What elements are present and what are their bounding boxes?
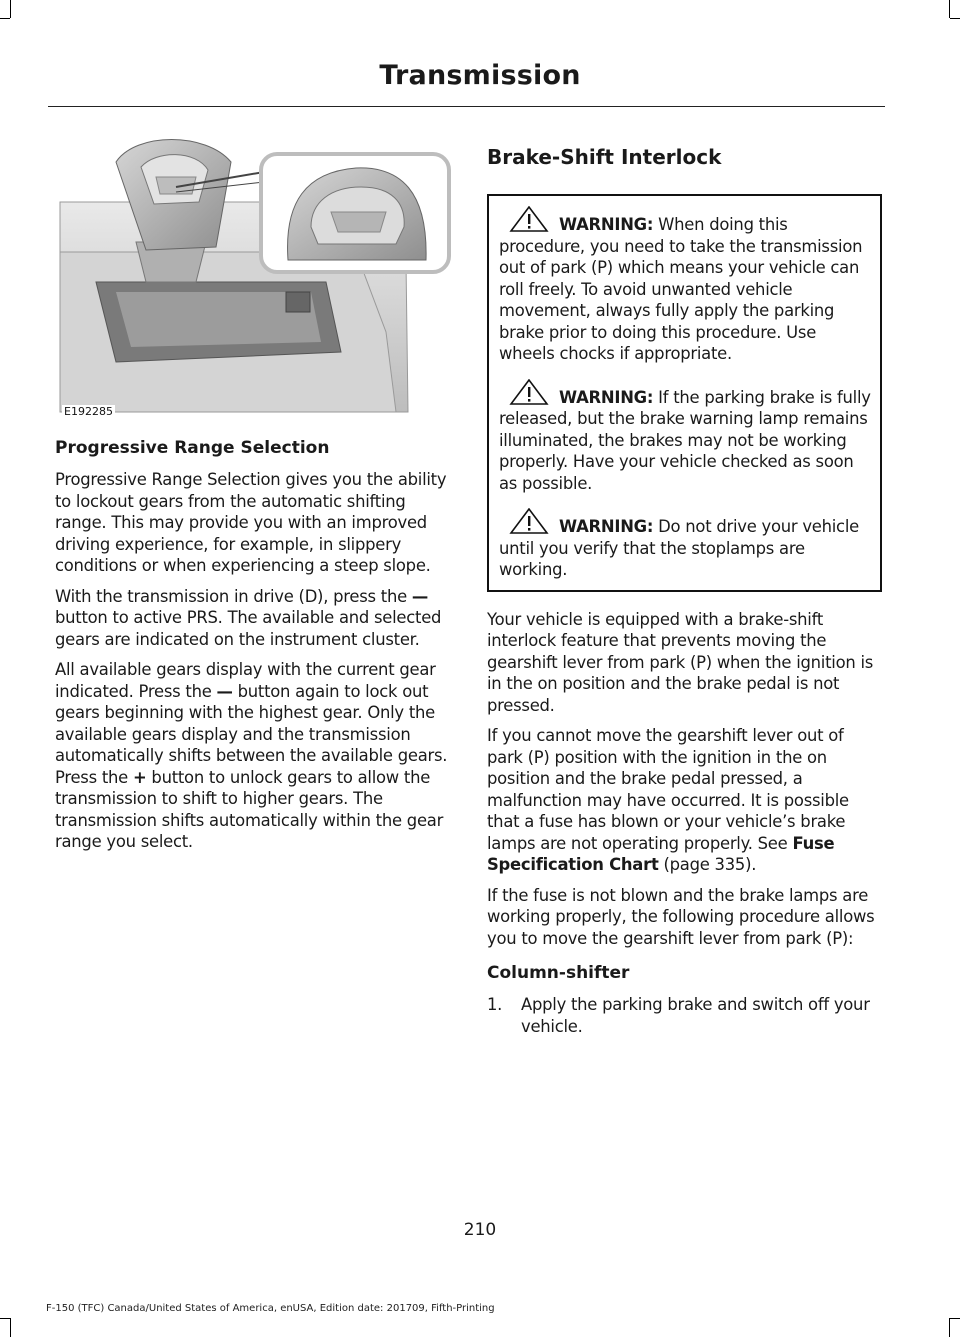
section-heading: Progressive Range Selection (55, 438, 330, 458)
step-text: Apply the parking brake and switch off your vehicle. (521, 995, 870, 1036)
text: With the transmission in drive (D), press the (55, 586, 412, 606)
text: button to unlock gears to allow the transmission to shift to higher gears. The transmission shifts automatically within the gear range you select. (55, 767, 444, 851)
paragraph: Progressive Range Selection gives you the ability to lockout gears from the automatic shifting range. This may provide you with an improved driving experience, for example, in slippery conditions or when experiencing a steep slope. (55, 470, 447, 575)
gearshift-illustration (56, 132, 452, 422)
crop-mark (10, 1318, 11, 1337)
warning (499, 379, 874, 495)
warning (499, 508, 874, 581)
gearshift-drawing (56, 132, 452, 422)
crop-mark (950, 1318, 960, 1319)
text: button again to lock out gears beginning with the highest gear. Only the available gears display and the transmission automatically shifts between the available gears. Press the (55, 681, 448, 787)
warning-label: WARNING: (559, 215, 654, 234)
minus-symbol: — (411, 586, 429, 606)
section-heading: Brake-Shift Interlock (487, 145, 722, 169)
warning (499, 206, 874, 365)
warning-label: WARNING: (559, 387, 654, 407)
crop-mark (0, 18, 10, 19)
cross-reference-link[interactable]: Fuse Specification Chart (487, 833, 835, 874)
crop-mark (949, 0, 950, 18)
text: If you cannot move the gearshift lever out of park (P) position with the ignition in the on position and the brake pedal pressed, a malfunction may have occurred. It is possible that a fuse has blown or your vehicle’s brake lamps are not operating properly. See (487, 726, 849, 853)
text: All available gears display with the current gear indicated. Press the (55, 660, 436, 701)
crop-mark (0, 1318, 10, 1319)
paragraph (55, 659, 450, 853)
crop-mark (950, 18, 960, 19)
warning-text: When doing this procedure, you need to take the transmission out of park (P) which means your vehicle can roll freely. To avoid unwanted vehicle movement, always fully apply the parking brake prior to doing this procedure. Use wheels chocks if appropriate. (499, 215, 863, 363)
subsection-heading: Column-shifter (487, 963, 630, 983)
text: (page 335). (658, 855, 757, 874)
paragraph (487, 725, 882, 876)
warning-triangle-icon (509, 379, 549, 405)
minus-symbol: — (216, 681, 233, 701)
figure-code: E192285 (64, 405, 113, 418)
plus-symbol: + (132, 767, 147, 787)
warning-label: WARNING: (559, 517, 654, 536)
paragraph: Your vehicle is equipped with a brake-shift interlock feature that prevents moving the gearshift lever from park (P) when the ignition is in the on position and the brake pedal is not pressed. (487, 609, 874, 715)
warning-text: Do not drive your vehicle until you verify that the stoplamps are working. (499, 517, 859, 579)
text: button to active PRS. The available and selected gears are indicated on the instrument cluster. (55, 608, 442, 649)
crop-mark (10, 0, 11, 18)
header-rule (48, 106, 885, 107)
footer-text: F-150 (TFC) Canada/United States of America, enUSA, Edition date: 201709, Fifth-Printing (46, 1303, 495, 1314)
warning-box (487, 194, 882, 592)
step-item (487, 994, 882, 1037)
paragraph (55, 586, 450, 651)
step-number: 1. (487, 995, 503, 1014)
page-number: 210 (463, 1220, 497, 1240)
page-title: Transmission (379, 60, 581, 91)
paragraph: If the fuse is not blown and the brake lamps are working properly, the following procedure allows you to move the gearshift lever from park (P): (487, 885, 875, 948)
warning-text: If the parking brake is fully released, but the brake warning lamp remains illuminated, the brakes may not be working properly. Have your vehicle checked as soon as possible. (499, 387, 871, 493)
warning-triangle-icon (509, 206, 549, 232)
crop-mark (949, 1318, 950, 1337)
left-column (55, 438, 450, 862)
right-column (487, 145, 882, 1037)
warning-triangle-icon (509, 508, 549, 534)
